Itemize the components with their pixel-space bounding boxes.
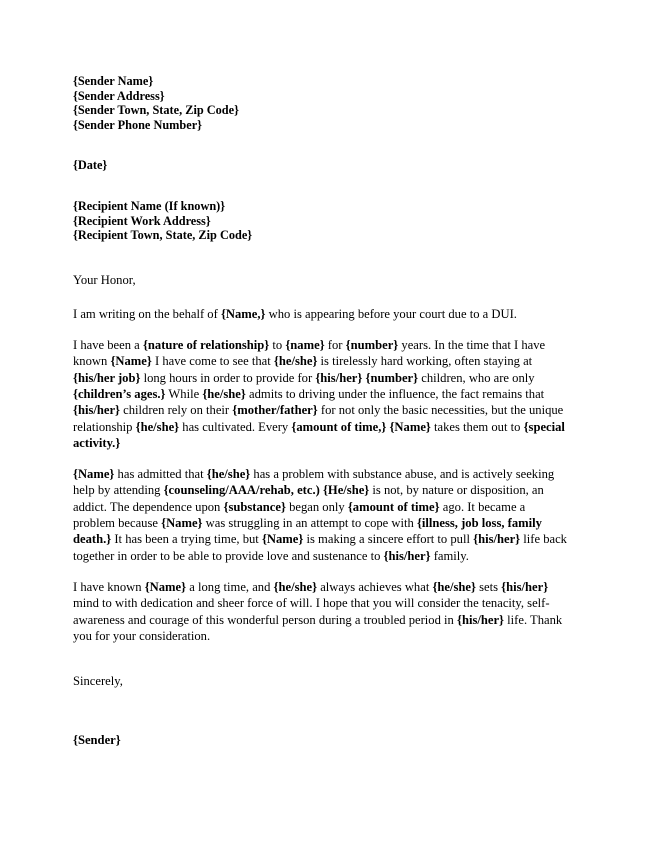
text-run: It has been a trying time, but: [111, 532, 262, 547]
sender-city-state-zip-line: {Sender Town, State, Zip Code}: [73, 103, 239, 118]
sender-address-block: [73, 74, 570, 132]
placeholder-pronoun-possessive: {his/her}: [315, 370, 363, 385]
placeholder-pronoun-subject: {he/she}: [432, 579, 476, 594]
text-run: has a problem with substance abuse, and is actively seeking help by attending: [73, 467, 555, 498]
placeholder-number: {number}: [365, 370, 419, 385]
text-run: children, who are only: [418, 370, 535, 385]
text-run: began only: [285, 499, 348, 514]
placeholder-special-activity: {special activity.}: [73, 419, 565, 450]
text-run: long hours in order to provide for: [140, 370, 316, 385]
placeholder-name: {Name}: [161, 516, 203, 531]
placeholder-amount-of-time: {amount of time,}: [291, 419, 387, 434]
placeholder-pronoun-subject: {he/she}: [273, 579, 318, 594]
placeholder-number: {number}: [345, 338, 399, 353]
sender-phone-line: {Sender Phone Number}: [73, 117, 203, 132]
placeholder-pronoun-subject: {he/she}: [273, 354, 318, 369]
text-run: life back together in order to be able to provide love and sustenance to: [73, 532, 567, 563]
placeholder-pronoun-possessive: {his/her}: [457, 612, 505, 627]
paragraph-intro: [73, 306, 570, 322]
text-run: I have been a: [73, 338, 143, 353]
paragraph-substance-abuse: [73, 466, 570, 564]
text-run: years. In the time that I have known: [73, 338, 546, 369]
text-run: I am writing on the behalf of: [73, 306, 221, 321]
text-run: has cultivated. Every: [179, 419, 292, 434]
placeholder-pronoun-possessive: {his/her}: [73, 403, 121, 418]
text-run: admits to driving under the influence, the fact remains that: [245, 386, 545, 401]
spacer-after-date: [73, 173, 570, 199]
placeholder-pronoun-subject: {he/she}: [202, 386, 246, 401]
signature-line: {Sender}: [73, 733, 121, 748]
date-line: {Date}: [73, 158, 108, 173]
text-run: ago. It became a problem because: [73, 499, 526, 531]
salutation: Your Honor,: [73, 272, 136, 287]
text-run: While: [165, 386, 203, 401]
placeholder-pronoun-subject: {he/she}: [135, 419, 180, 434]
text-run: who is appearing before your court due to a DUI.: [265, 306, 517, 321]
recipient-city-state-zip-line: {Recipient Town, State, Zip Code}: [73, 228, 253, 243]
paragraph-closing-appeal: [73, 579, 570, 644]
placeholder-name: {Name}: [389, 419, 431, 434]
placeholder-name: {Name}: [110, 354, 152, 369]
paragraph-relationship: [73, 337, 570, 451]
text-run: has admitted that: [114, 467, 207, 482]
spacer-after-recipient: [73, 243, 570, 273]
placeholder-pronoun-subject-capital: {He/she}: [322, 483, 370, 498]
text-run: is tirelessly hard working, often staying at: [317, 354, 533, 369]
sender-address-line: {Sender Address}: [73, 88, 165, 103]
placeholder-name: {Name}: [261, 532, 304, 547]
text-run: I have known: [73, 579, 145, 594]
placeholder-substance: {substance}: [223, 499, 286, 514]
placeholder-name: {name}: [285, 338, 325, 353]
placeholder-treatment-program: {counseling/AAA/rehab, etc.): [163, 483, 320, 498]
sender-name-line: {Sender Name}: [73, 74, 154, 88]
text-run: mind to with dedication and sheer force of will. I hope that you will consider the tenacity, self-awareness and courage of this wonderful person during a troubled period in: [73, 596, 550, 627]
text-run: I have come to see that: [151, 354, 274, 369]
text-run: family.: [430, 548, 469, 563]
placeholder-pronoun-possessive: {his/her}: [501, 579, 549, 594]
placeholder-pronoun-possessive: {his/her}: [383, 548, 431, 563]
placeholder-nature-of-relationship: {nature of relationship}: [142, 338, 270, 353]
placeholder-parent: {mother/father}: [232, 403, 318, 418]
signature-space: [73, 689, 570, 733]
closing-line: Sincerely,: [73, 674, 123, 689]
text-run: always achieves what: [317, 579, 433, 594]
text-run: is making a sincere effort to pull: [303, 532, 474, 547]
spacer-after-salutation: [73, 288, 570, 306]
placeholder-job: {his/her job}: [73, 370, 141, 385]
text-run: for not only the basic necessities, but the unique relationship: [73, 403, 564, 434]
placeholder-pronoun-possessive: {his/her}: [473, 532, 521, 547]
text-run: to: [269, 338, 286, 353]
placeholder-childrens-ages: {children’s ages.}: [73, 386, 166, 401]
placeholder-name: {Name,}: [220, 306, 266, 321]
placeholder-name: {Name}: [73, 467, 115, 482]
placeholder-name: {Name}: [144, 579, 187, 594]
text-run: a long time, and: [186, 579, 274, 594]
placeholder-amount-of-time: {amount of time}: [347, 499, 440, 514]
recipient-address-block: [73, 199, 570, 243]
placeholder-pronoun-subject: {he/she}: [206, 467, 251, 482]
recipient-work-address-line: {Recipient Work Address}: [73, 213, 211, 228]
text-run: was struggling in an attempt to cope with: [202, 516, 417, 531]
recipient-name-line: {Recipient Name (If known)}: [73, 198, 226, 213]
text-run: life. Thank you for your consideration.: [73, 612, 563, 643]
text-run: sets: [475, 579, 502, 594]
date-block: [73, 158, 570, 173]
letter-body: [73, 74, 570, 748]
text-run: for: [324, 338, 346, 353]
text-run: children rely on their: [120, 403, 233, 418]
text-run: takes them out to: [430, 419, 524, 434]
placeholder-hardship: {illness, job loss, family death.}: [73, 516, 542, 547]
spacer-before-closing: [73, 644, 570, 674]
spacer-after-sender: [73, 132, 570, 158]
text-run: is not, by nature or disposition, an addict. The dependence upon: [73, 483, 544, 514]
